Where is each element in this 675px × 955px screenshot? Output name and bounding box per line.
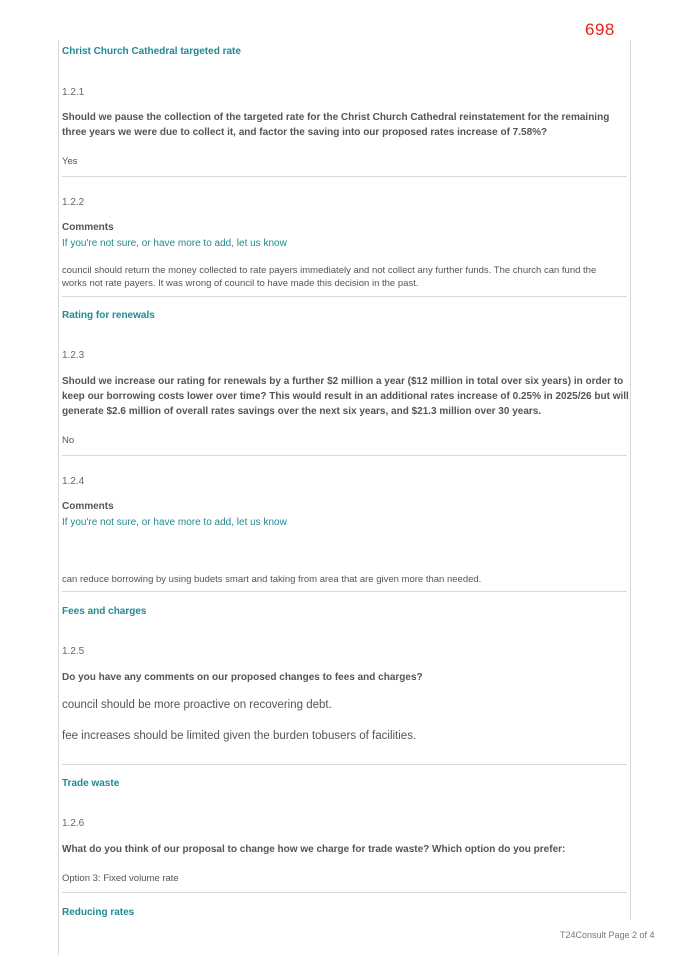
question-text-1-2-5: Do you have any comments on our proposed changes to fees and charges?	[62, 672, 423, 683]
section-heading-trade-waste: Trade waste	[62, 778, 120, 789]
left-border	[58, 40, 59, 955]
question-text-1-2-3: Should we increase our rating for renewals by a further $2 million a year ($12 million in total over six years) in order to keep our borrowing costs lower over time? This would result in an additional rates increase of 0.25% in 2025/26 but will generate $2.6 million of overall rates savings over the next six years, and $21.3 million over 30 years.	[62, 376, 629, 417]
page-footer: T24Consult Page 2 of 4	[560, 930, 655, 940]
question-number-1-2-3: 1.2.3	[62, 350, 85, 361]
comments-label-1-2-4: Comments	[62, 501, 114, 512]
section-heading-renewals: Rating for renewals	[62, 310, 155, 321]
question-number-1-2-4: 1.2.4	[62, 476, 85, 487]
question-number-1-2-1: 1.2.1	[62, 87, 85, 98]
right-border	[630, 40, 631, 920]
answer-1-2-3: No	[62, 435, 75, 446]
section-heading-fees: Fees and charges	[62, 606, 147, 617]
divider	[62, 176, 627, 177]
answer-1-2-2: council should return the money collected to rate payers immediately and not collect any further funds. The church can fund the works not rate payers. It was wrong of council to have made this decision in the past.	[62, 265, 597, 289]
divider	[62, 764, 627, 765]
section-heading-cathedral: Christ Church Cathedral targeted rate	[62, 46, 241, 57]
divider	[62, 591, 627, 592]
answer-1-2-5-line-2: fee increases should be limited given the burden tobusers of facilities.	[62, 730, 417, 742]
answer-1-2-1: Yes	[62, 156, 78, 167]
answer-1-2-5-line-1: council should be more proactive on recovering debt.	[62, 699, 332, 711]
page-number: 698	[585, 20, 615, 39]
question-number-1-2-6: 1.2.6	[62, 818, 85, 829]
comments-hint-1-2-2: If you're not sure, or have more to add, let us know	[62, 238, 287, 249]
divider	[62, 892, 627, 893]
comments-hint-1-2-4: If you're not sure, or have more to add, let us know	[62, 517, 287, 528]
divider	[62, 455, 627, 456]
question-text-1-2-6: What do you think of our proposal to change how we charge for trade waste? Which option do you prefer:	[62, 844, 566, 855]
answer-1-2-4: can reduce borrowing by using budets smart and taking from area that are given more than needed.	[62, 574, 482, 585]
question-number-1-2-5: 1.2.5	[62, 646, 85, 657]
comments-label-1-2-2: Comments	[62, 222, 114, 233]
divider	[62, 296, 627, 297]
question-number-1-2-2: 1.2.2	[62, 197, 85, 208]
answer-1-2-6: Option 3: Fixed volume rate	[62, 873, 179, 884]
question-text-1-2-1: Should we pause the collection of the targeted rate for the Christ Church Cathedral reinstatement for the remaining three years we were due to collect it, and factor the saving into our proposed rates increase of 7.58%?	[62, 112, 610, 138]
section-heading-reducing-rates: Reducing rates	[62, 907, 135, 918]
